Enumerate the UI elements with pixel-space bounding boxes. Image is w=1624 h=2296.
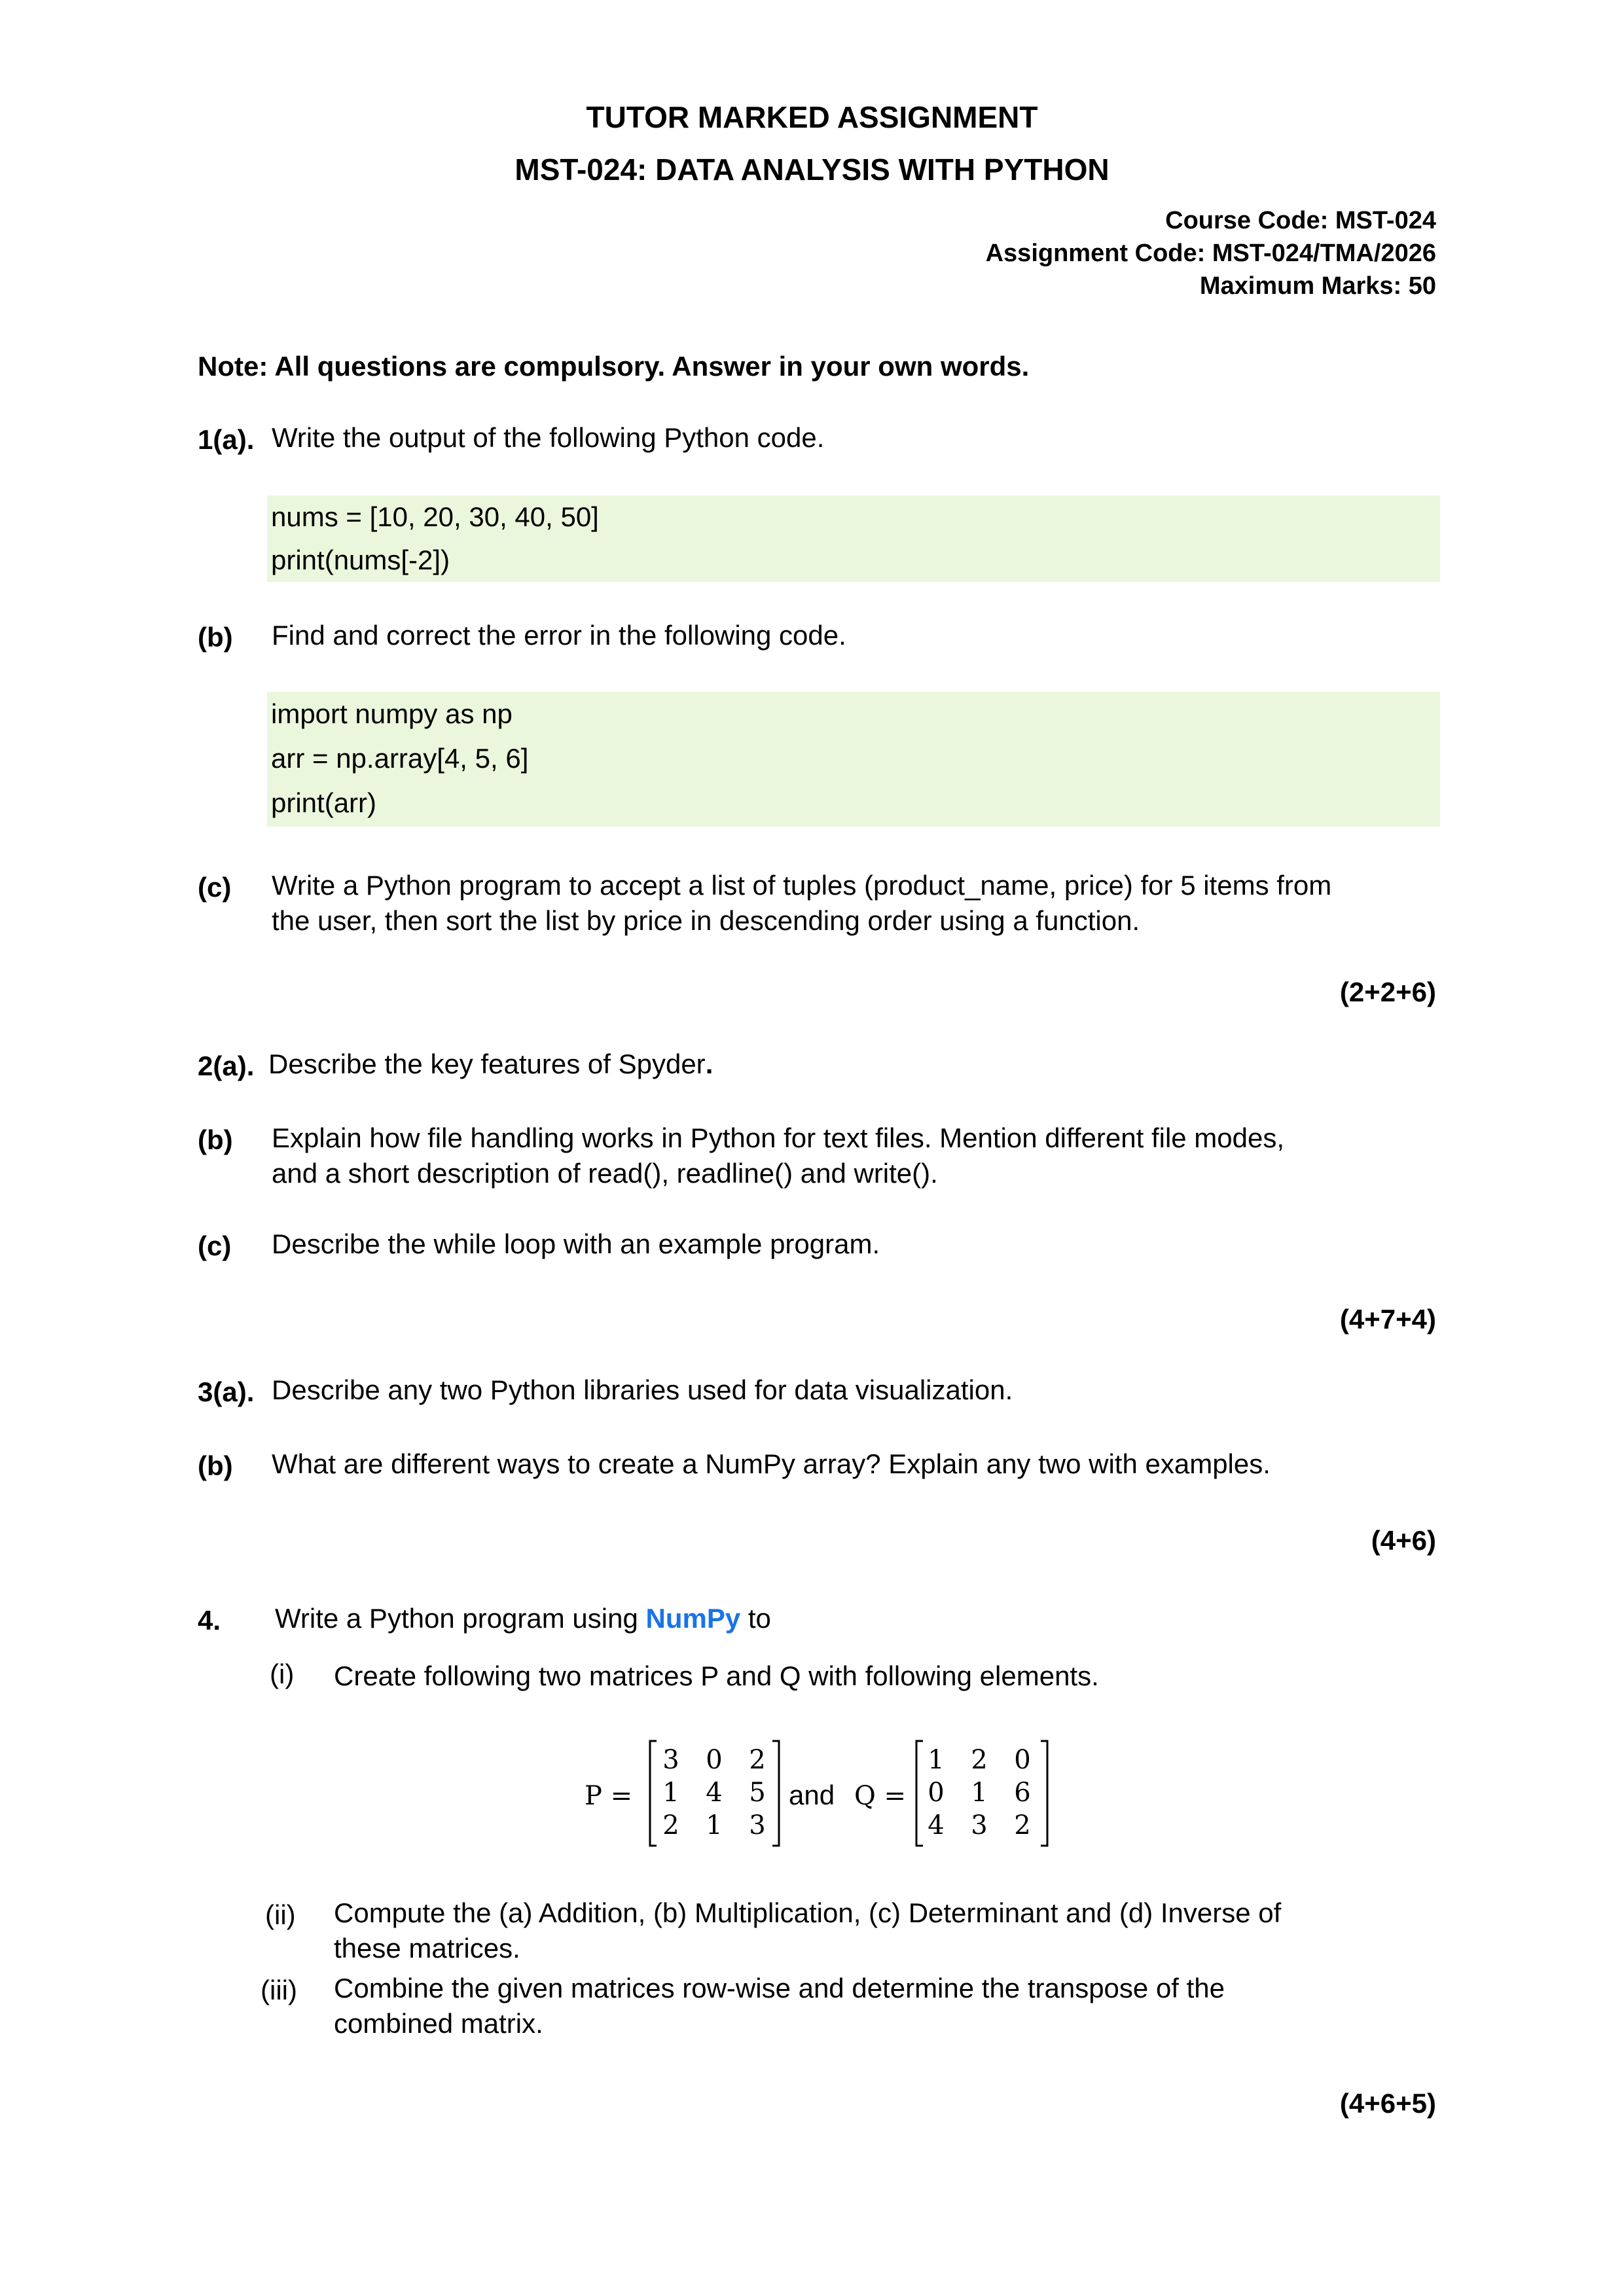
course-code: Course Code: MST-024 — [1165, 207, 1436, 234]
q3b-label: (b) — [198, 1450, 233, 1481]
q4iii-label: (iii) — [261, 1975, 297, 2005]
q1a-label: 1(a). — [198, 424, 255, 455]
matrix-q-cell: 1 — [971, 1778, 988, 1808]
matrix-p-cell: 1 — [662, 1778, 679, 1808]
code-line: import numpy as np — [271, 698, 513, 729]
q4ii-line1: Compute the (a) Addition, (b) Multiplication, (c) Determinant and (d) Inverse of — [334, 1897, 1282, 1928]
matrix-p-cell: 3 — [662, 1745, 679, 1775]
q1c-label: (c) — [198, 872, 232, 903]
matrix-p-cell: 1 — [706, 1810, 723, 1840]
q1c-text — [272, 868, 1331, 939]
matrix-q-cell: 0 — [928, 1778, 945, 1808]
q2b-line2: and a short description of read(), readline() and write(). — [272, 1158, 938, 1189]
matrix-p-cell: 2 — [662, 1810, 679, 1840]
matrix-equation — [0, 1728, 1624, 1859]
q4-text-after: to — [740, 1603, 771, 1634]
matrix-p-cell: 3 — [749, 1810, 766, 1840]
q2a-text-main: Describe the key features of Spyder — [268, 1049, 706, 1079]
q4-label: 4. — [198, 1605, 221, 1636]
q1a-code-block — [267, 495, 1440, 582]
matrix-p-cell: 2 — [749, 1745, 766, 1775]
q4-text — [275, 1601, 771, 1636]
q3a-text: Describe any two Python libraries used for data visualization. — [272, 1374, 1013, 1405]
matrix-q-right-bracket — [1041, 1741, 1047, 1846]
q4i-text: Create following two matrices P and Q with following elements. — [334, 1660, 1099, 1691]
q4i-label: (i) — [270, 1659, 295, 1689]
q4-text-before: Write a Python program using — [275, 1603, 646, 1634]
q3b-text: What are different ways to create a NumPy array? Explain any two with examples. — [272, 1448, 1271, 1479]
title-course: MST-024: DATA ANALYSIS WITH PYTHON — [514, 152, 1110, 187]
q2b-label: (b) — [198, 1124, 233, 1155]
matrix-q-cell: 2 — [971, 1745, 988, 1775]
code-line: arr = np.array[4, 5, 6] — [271, 743, 529, 774]
q4ii-line2: these matrices. — [334, 1933, 520, 1964]
q2c-text: Describe the while loop with an example program. — [272, 1229, 880, 1259]
assignment-code: Assignment Code: MST-024/TMA/2026 — [985, 240, 1436, 267]
matrix-q-cell: 3 — [971, 1810, 988, 1840]
q4iii-line2: combined matrix. — [334, 2008, 543, 2039]
q4iii-line1: Combine the given matrices row-wise and determine the transpose of the — [334, 1973, 1225, 2003]
q1b-code-block — [267, 692, 1440, 827]
q1c-line2: the user, then sort the list by price in descending order using a function. — [272, 905, 1140, 936]
note: Note: All questions are compulsory. Answer in your own words. — [198, 351, 1030, 382]
q2a-label: 2(a). — [198, 1050, 255, 1081]
matrix-q-cell: 6 — [1014, 1778, 1031, 1808]
matrix-q-left-bracket — [916, 1741, 923, 1846]
q2a-text — [268, 1047, 713, 1082]
q4ii-label: (ii) — [265, 1899, 296, 1930]
q3a-label: 3(a). — [198, 1376, 255, 1407]
q4-marks: (4+6+5) — [1339, 2088, 1436, 2119]
code-line: print(arr) — [271, 787, 377, 818]
matrix-q-label: Q = — [854, 1781, 907, 1811]
title-main: TUTOR MARKED ASSIGNMENT — [586, 100, 1038, 134]
q2b-line1: Explain how file handling works in Python for text files. Mention different file modes, — [272, 1122, 1285, 1153]
matrix-q-cell: 2 — [1014, 1810, 1031, 1840]
matrix-p-right-bracket — [772, 1741, 779, 1846]
q1a-text: Write the output of the following Python code. — [272, 422, 825, 453]
q2-marks: (4+7+4) — [1339, 1304, 1436, 1335]
matrix-p-label: P = — [585, 1781, 633, 1811]
q1b-label: (b) — [198, 622, 233, 653]
matrix-p-left-bracket — [650, 1741, 657, 1846]
maximum-marks: Maximum Marks: 50 — [1199, 272, 1436, 300]
q1-marks: (2+2+6) — [1339, 977, 1436, 1007]
q3-marks: (4+6) — [1371, 1525, 1436, 1556]
and-text: and — [789, 1780, 835, 1810]
meta-block — [986, 204, 1436, 302]
matrix-p-cell: 4 — [706, 1778, 723, 1808]
code-line: nums = [10, 20, 30, 40, 50] — [271, 501, 599, 532]
q1c-line1: Write a Python program to accept a list of tuples (product_name, price) for 5 items from — [272, 870, 1332, 901]
code-line: print(nums[-2]) — [271, 545, 450, 575]
q4ii-text — [334, 1895, 1281, 1966]
q2a-period: . — [705, 1049, 713, 1079]
q2c-label: (c) — [198, 1230, 232, 1261]
matrix-q-cell: 0 — [1014, 1745, 1031, 1775]
matrix-p-cell: 0 — [706, 1745, 723, 1775]
matrix-p-cell: 5 — [749, 1778, 766, 1808]
q2b-text — [272, 1121, 1284, 1191]
matrix-q-cell: 4 — [928, 1810, 945, 1840]
matrix-q-cell: 1 — [928, 1745, 945, 1775]
q4iii-text — [334, 1971, 1225, 2041]
q4-text-numpy: NumPy — [645, 1603, 741, 1634]
q1b-text: Find and correct the error in the following code. — [272, 620, 846, 651]
